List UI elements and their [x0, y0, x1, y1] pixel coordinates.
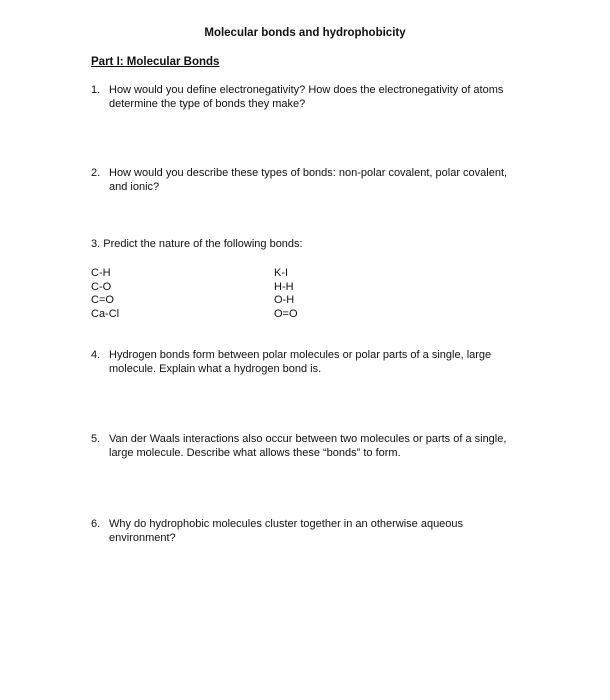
bond-item: K-I: [274, 267, 289, 279]
question-1: [91, 84, 531, 111]
bond-item: C-O: [91, 280, 112, 293]
question-text: Why do hydrophobic molecules cluster together in an otherwise aqueous environment?: [109, 518, 464, 544]
question-text: How would you describe these types of bonds: non-polar covalent, polar covalent, and ionic?: [109, 167, 508, 193]
question-text: Predict the nature of the following bonds:: [103, 238, 303, 250]
question-5: [91, 433, 526, 460]
question-number: 5.: [91, 433, 101, 445]
question-text: Van der Waals interactions also occur between two molecules or parts of a single, large molecule. Describe what allows these “bonds” to form.: [109, 433, 507, 459]
bonds-list-left: [91, 267, 119, 321]
part-heading: Part I: Molecular Bonds: [91, 56, 220, 68]
question-2: [91, 167, 511, 194]
question-6: [91, 518, 511, 545]
bond-item: O-H: [274, 294, 295, 306]
page-title: Molecular bonds and hydrophobicity: [204, 27, 406, 39]
question-text: How would you define electronegativity? How does the electronegativity of atoms determine the type of bonds they make?: [109, 84, 504, 110]
bond-item: O=O: [274, 307, 298, 320]
question-4: [91, 349, 511, 376]
question-number: 1.: [91, 84, 101, 96]
bond-item: C=O: [91, 294, 114, 306]
question-number: 4.: [91, 349, 101, 361]
question-text: Hydrogen bonds form between polar molecules or polar parts of a single, large molecule. Explain what a hydrogen bond is.: [109, 349, 492, 375]
bond-item: Ca-Cl: [91, 307, 120, 320]
question-3: [91, 238, 531, 252]
bond-item: H-H: [274, 280, 294, 293]
question-number: 2.: [91, 167, 101, 179]
bond-item: C-H: [91, 267, 111, 279]
question-number: 3.: [91, 238, 101, 250]
bonds-list-right: [274, 267, 298, 321]
question-number: 6.: [91, 518, 101, 530]
